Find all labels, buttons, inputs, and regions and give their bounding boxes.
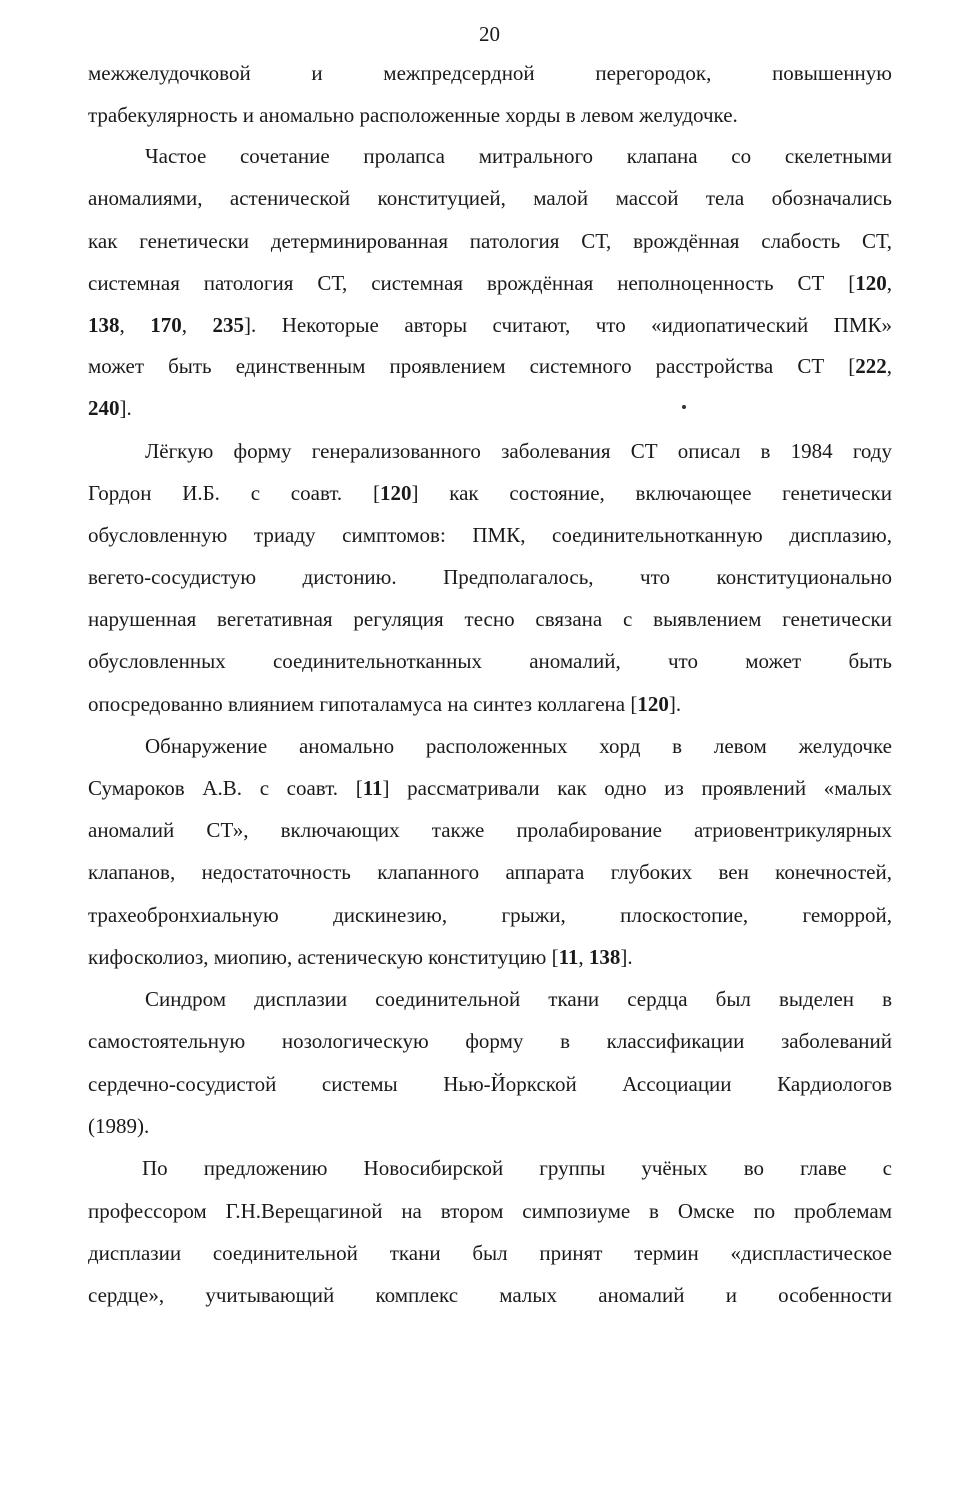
text-line: сердечно-сосудистой системы Нью-Йоркской Ассоциации Кардиологов	[88, 1072, 892, 1096]
text-line: 138, 170, 235]. Некоторые авторы считают, что «идиопатический ПМК»	[88, 313, 892, 337]
text-line: обусловленную триаду симптомов: ПМК, соединительнотканную дисплазию,	[88, 523, 892, 547]
text-line: самостоятельную нозологическую форму в классификации заболеваний	[88, 1029, 892, 1053]
text-line: Синдром дисплазии соединительной ткани сердца был выделен в	[145, 987, 892, 1011]
text-line: аномалий СТ», включающих также пролабирование атриовентрикулярных	[88, 818, 892, 842]
text-line: клапанов, недостаточность клапанного аппарата глубоких вен конечностей,	[88, 860, 892, 884]
text-line: Лёгкую форму генерализованного заболевания СТ описал в 1984 году	[145, 439, 892, 463]
text-line: По предложению Новосибирской группы учёных во главе с	[142, 1156, 892, 1180]
text-line: системная патология СТ, системная врождённая неполноценность СТ [120,	[88, 271, 892, 295]
text-line: нарушенная вегетативная регуляция тесно связана с выявлением генетически	[88, 607, 892, 631]
text-line: кифосколиоз, миопию, астеническую конституцию [11, 138].	[88, 945, 633, 969]
text-line: Гордон И.Б. с соавт. [120] как состояние, включающее генетически	[88, 481, 892, 505]
text-line: вегето-сосудистую дистонию. Предполагалось, что конституционально	[88, 565, 892, 589]
text-line: (1989).	[88, 1114, 150, 1138]
page-number: 20	[479, 22, 500, 46]
text-line: как генетически детерминированная патология СТ, врождённая слабость СТ,	[88, 229, 892, 253]
text-line: может быть единственным проявлением системного расстройства СТ [222,	[88, 354, 892, 378]
text-line: обусловленных соединительнотканных аномалий, что может быть	[88, 649, 892, 673]
text-line: сердце», учитывающий комплекс малых аномалий и особенности	[88, 1283, 892, 1307]
text-line: дисплазии соединительной ткани был принят термин «диспластическое	[88, 1241, 892, 1265]
text-line: межжелудочковой и межпредсердной перегородок, повышенную	[88, 61, 892, 85]
text-line: Частое сочетание пролапса митрального клапана со скелетными	[145, 144, 892, 168]
text-line: аномалиями, астенической конституцией, малой массой тела обозначались	[88, 186, 892, 210]
scan-speck	[682, 405, 686, 409]
text-line: профессором Г.Н.Верещагиной на втором симпозиуме в Омске по проблемам	[88, 1199, 892, 1223]
text-line: опосредованно влиянием гипоталамуса на синтез коллагена [120].	[88, 692, 682, 716]
text-line: Сумароков А.В. с соавт. [11] рассматривали как одно из проявлений «малых	[88, 776, 892, 800]
text-line: трабекулярность и аномально расположенные хорды в левом желудочке.	[88, 103, 738, 127]
text-line: трахеобронхиальную дискинезию, грыжи, плоскостопие, геморрой,	[88, 903, 892, 927]
text-line: Обнаружение аномально расположенных хорд в левом желудочке	[145, 734, 892, 758]
text-line: 240].	[88, 396, 132, 420]
